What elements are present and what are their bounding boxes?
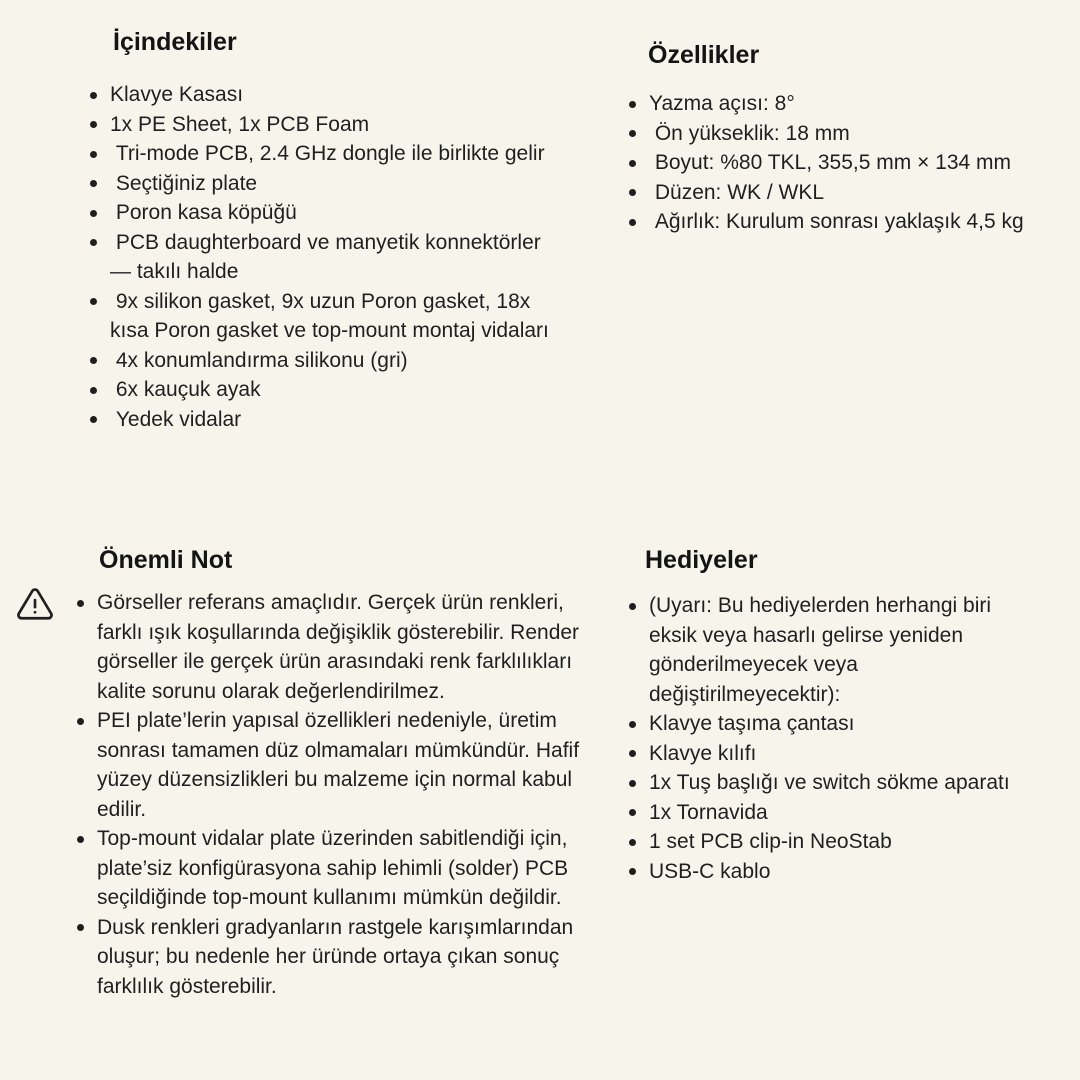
list-item: Yazma açısı: 8° [627, 89, 1025, 119]
list-item: 1x Tuş başlığı ve switch sökme aparatı [627, 768, 1027, 798]
list-item: 1x PE Sheet, 1x PCB Foam [88, 110, 558, 140]
list-item: Seçtiğiniz plate [88, 169, 558, 199]
list-item: Klavye taşıma çantası [627, 709, 1027, 739]
list-item: Klavye Kasası [88, 80, 558, 110]
list-item: 1 set PCB clip-in NeoStab [627, 827, 1027, 857]
warning-triangle-icon [15, 585, 55, 623]
list-item: Görseller referans amaçlıdır. Gerçek ürün renkleri, farklı ışık koşullarında değişiklik gösterebilir. Render görseller ile gerçek ürün arasındaki renk farklılıkları kalite sorunu olarak değerlendirilmez. [75, 588, 580, 706]
list-item: PEI plate’lerin yapısal özellikleri nedeniyle, üretim sonrası tamamen düz olmamaları mümkündür. Hafif yüzey düzensizlikleri bu malzeme için normal kabul edilir. [75, 706, 580, 824]
section-gifts [627, 544, 1027, 886]
list-item: USB-C kablo [627, 857, 1027, 887]
list-item: Ön yükseklik: 18 mm [627, 119, 1025, 149]
list-item: Düzen: WK / WKL [627, 178, 1025, 208]
list-item: Dusk renkleri gradyanların rastgele karışımlarından oluşur; bu nedenle her üründe ortaya çıkan sonuç farklılık gösterebilir. [75, 913, 580, 1002]
specs-title: Özellikler [648, 41, 760, 69]
important-note-list [75, 588, 585, 1001]
list-item: Boyut: %80 TKL, 355,5 mm × 134 mm [627, 148, 1025, 178]
list-item: Top-mount vidalar plate üzerinden sabitlendiği için, plate’siz konfigürasyona sahip lehimli (solder) PCB seçildiğinde top-mount kullanımı mümkün değildir. [75, 824, 580, 913]
list-item: 1x Tornavida [627, 798, 1027, 828]
gifts-list [627, 591, 1027, 886]
list-item: Poron kasa köpüğü [88, 198, 558, 228]
section-important-note [75, 544, 585, 1001]
list-item: (Uyarı: Bu hediyelerden herhangi biri eksik veya hasarlı gelirse yeniden gönderilmeyecek veya değiştirilmeyecektir): [627, 591, 1027, 709]
list-item: Yedek vidalar [88, 405, 558, 435]
gifts-title: Hediyeler [645, 546, 758, 574]
list-item: Klavye kılıfı [627, 739, 1027, 769]
list-item: Tri-mode PCB, 2.4 GHz dongle ile birlikte gelir [88, 139, 558, 169]
list-item: PCB daughterboard ve manyetik konnektörler — takılı halde [88, 228, 558, 287]
section-specs [627, 39, 1025, 237]
specs-list [627, 89, 1025, 237]
contents-list [88, 80, 558, 434]
list-item: 4x konumlandırma silikonu (gri) [88, 346, 558, 376]
list-item: 9x silikon gasket, 9x uzun Poron gasket, 18x kısa Poron gasket ve top-mount montaj vidaları [88, 287, 558, 346]
important-note-title: Önemli Not [99, 546, 233, 574]
list-item: 6x kauçuk ayak [88, 375, 558, 405]
contents-title: İçindekiler [113, 28, 237, 56]
list-item: Ağırlık: Kurulum sonrası yaklaşık 4,5 kg [627, 207, 1025, 237]
section-contents [88, 26, 558, 434]
